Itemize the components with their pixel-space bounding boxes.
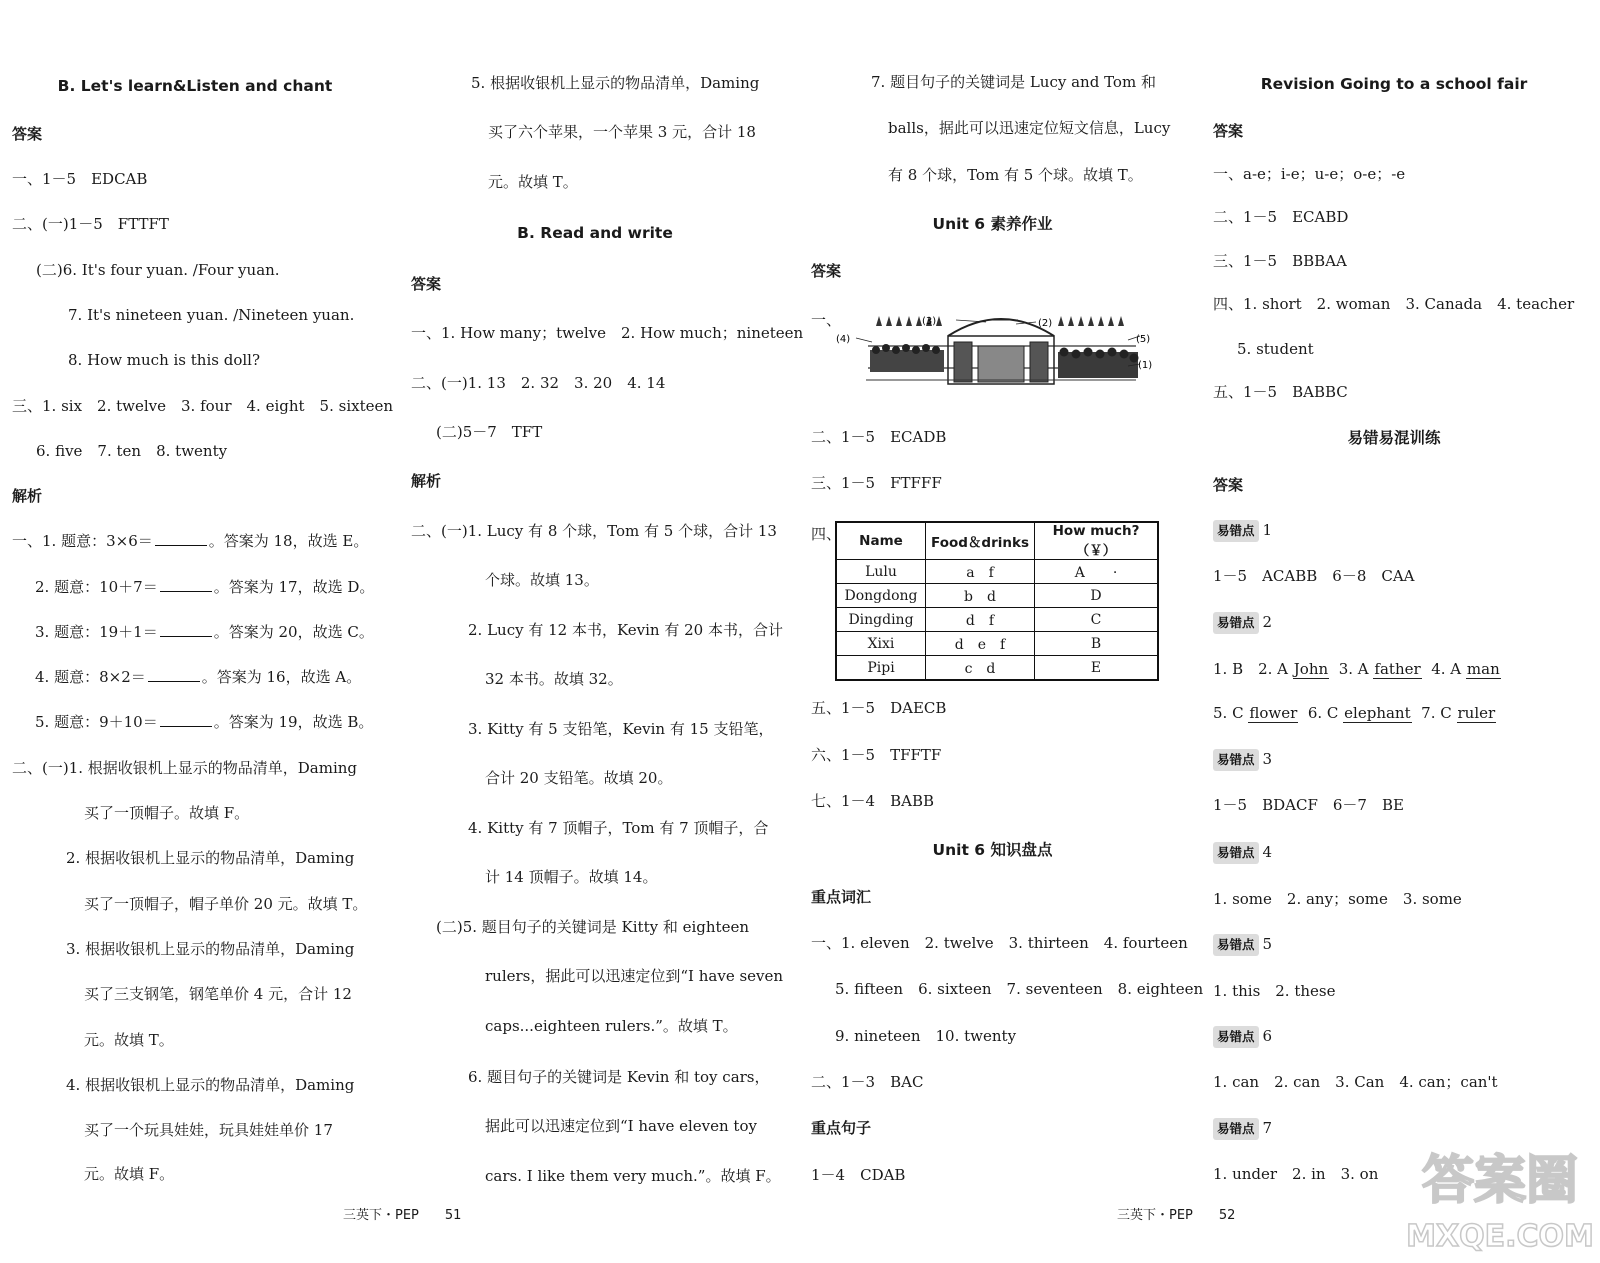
question-number: 一、 xyxy=(811,311,842,329)
section-title: Unit 6 知识盘点 xyxy=(932,841,1053,859)
explain-line: 合计 20 支铅笔。故填 20。 xyxy=(485,769,673,787)
answer-label: 答案 xyxy=(1213,476,1244,494)
explain-line: 买了一顶帽子，帽子单价 20 元。故填 T。 xyxy=(84,895,368,913)
answer-line: 1－5 BDACF 6－7 BE xyxy=(1213,796,1404,814)
error-point-header xyxy=(1213,520,1272,542)
fence-spikes-icon xyxy=(876,316,1124,326)
error-point-number: 6 xyxy=(1262,1027,1273,1045)
page-footer-52: 三英下・PEP 52 xyxy=(1117,1208,1236,1223)
table-header-cell: How much?（￥） xyxy=(1035,522,1159,560)
answer-line: 1. can 2. can 3. Can 4. can；can't xyxy=(1213,1073,1498,1091)
table-row xyxy=(836,584,1158,608)
error-point-number: 5 xyxy=(1262,935,1273,953)
answer-line: 5. fifteen 6. sixteen 7. seventeen 8. eighteen xyxy=(835,980,1204,998)
explain-line: 元。故填 T。 xyxy=(488,173,578,191)
subsection-label: 重点句子 xyxy=(811,1119,872,1137)
explain-line: balls，据此可以迅速定位短文信息，Lucy xyxy=(888,119,1171,137)
error-point-header xyxy=(1213,612,1272,634)
analysis-label: 解析 xyxy=(12,487,43,505)
explain-text: 一、1. 题意：3×6＝ xyxy=(12,532,153,550)
answer-label: 答案 xyxy=(1213,122,1244,140)
answer-line: 9. nineteen 10. twenty xyxy=(835,1027,1017,1045)
explain-line: 元。故填 T。 xyxy=(84,1031,174,1049)
error-point-number: 4 xyxy=(1262,843,1273,861)
page-footer-51: 三英下・PEP 51 xyxy=(343,1208,462,1223)
explain-line: caps...eighteen rulers.”。故填 T。 xyxy=(485,1017,738,1035)
answer-line: (二)6. It's four yuan. /Four yuan. xyxy=(36,261,280,279)
answer-line: 一、1. eleven 2. twelve 3. thirteen 4. fourteen xyxy=(811,934,1188,952)
explain-line: 买了六个苹果，一个苹果 3 元，合计 18 xyxy=(488,123,756,141)
error-point-badge: 易错点 xyxy=(1213,612,1259,634)
table-row xyxy=(836,632,1158,656)
explain-line: 2. Lucy 有 12 本书，Kevin 有 20 本书，合计 xyxy=(468,621,783,639)
explain-line xyxy=(35,577,374,597)
explain-text: 2. 题意：10＋7＝ xyxy=(35,578,158,596)
explain-line: 买了一顶帽子。故填 F。 xyxy=(84,804,250,822)
explain-line: rulers，据此可以迅速定位到“I have seven xyxy=(485,967,784,985)
table-header-cell: Food＆drinks xyxy=(926,522,1035,560)
underlined-word: elephant xyxy=(1344,704,1411,722)
error-point-header xyxy=(1213,1026,1272,1048)
food-drinks-table xyxy=(835,521,1159,681)
explain-line xyxy=(35,622,374,642)
error-point-header xyxy=(1213,749,1272,771)
answer-line: 8. How much is this doll? xyxy=(68,351,260,369)
error-point-header xyxy=(1213,842,1272,864)
explain-text: 。答案为 18，故选 E。 xyxy=(208,532,369,550)
error-point-header xyxy=(1213,934,1272,956)
answer-line: 二、1－5 ECADB xyxy=(811,428,947,446)
answer-line: 一、1－5 EDCAB xyxy=(12,170,148,188)
section-title: Unit 6 素养作业 xyxy=(932,215,1053,233)
question-number: 四、 xyxy=(811,525,842,543)
explain-text: 5. 题意：9＋10＝ xyxy=(35,713,158,731)
explain-line: 二、(一)1. Lucy 有 8 个球，Tom 有 5 个球，合计 13 xyxy=(411,522,777,540)
explain-line: 3. Kitty 有 5 支铅笔，Kevin 有 15 支铅笔， xyxy=(468,720,774,738)
explain-line: 买了三支钢笔，钢笔单价 4 元，合计 12 xyxy=(84,985,352,1003)
error-point-badge: 易错点 xyxy=(1213,934,1259,956)
explain-line: 元。故填 F。 xyxy=(84,1165,175,1183)
watermark-url: MXQE.COM xyxy=(1406,1219,1594,1254)
answer-text: 7. C xyxy=(1421,704,1452,722)
underlined-word: flower xyxy=(1249,704,1298,722)
column-4 xyxy=(1205,0,1600,1195)
answer-line: 一、a-e；i-e；u-e；o-e；-e xyxy=(1213,165,1406,183)
section-title: 易错易混训练 xyxy=(1347,429,1441,447)
explain-line xyxy=(35,712,373,732)
explain-line: 4. 根据收银机上显示的物品清单，Daming xyxy=(66,1076,355,1094)
answer-text: 5. C xyxy=(1213,704,1244,722)
explain-line xyxy=(12,531,368,551)
answer-line: 二、(一)1－5 FTTFT xyxy=(12,215,169,233)
section-title: B. Read and write xyxy=(517,224,673,242)
error-point-number: 7 xyxy=(1262,1119,1273,1137)
explain-line: 个球。故填 13。 xyxy=(485,571,599,589)
error-point-badge: 易错点 xyxy=(1213,520,1259,542)
answer-label: 答案 xyxy=(411,275,442,293)
error-point-header xyxy=(1213,1118,1272,1140)
answer-line: 1. this 2. these xyxy=(1213,982,1336,1000)
answer-label: 答案 xyxy=(12,125,43,143)
table-row xyxy=(836,560,1158,584)
answer-line: 二、1－5 ECABD xyxy=(1213,208,1349,226)
scene-label: (5) xyxy=(1136,334,1151,345)
answer-line: 7. It's nineteen yuan. /Nineteen yuan. xyxy=(68,306,355,324)
table-header-cell: Name xyxy=(836,522,926,560)
column-2 xyxy=(400,0,804,1195)
subsection-label: 重点词汇 xyxy=(811,888,872,906)
table-cell: Dongdong xyxy=(836,584,926,608)
table-cell: d f xyxy=(926,608,1035,632)
table-cell: E xyxy=(1035,656,1159,681)
section-title: B. Let's learn&Listen and chant xyxy=(57,77,333,95)
explain-line: 6. 题目句子的关键词是 Kevin 和 toy cars， xyxy=(468,1068,770,1086)
column-1 xyxy=(0,0,395,1195)
explain-text: 3. 题意：19＋1＝ xyxy=(35,623,158,641)
answer-line: 七、1－4 BABB xyxy=(811,792,934,810)
explain-text: 。答案为 16，故选 A。 xyxy=(201,668,362,686)
table-cell: B xyxy=(1035,632,1159,656)
table-header-row xyxy=(836,522,1158,560)
explain-text: 。答案为 20，故选 C。 xyxy=(213,623,374,641)
analysis-label: 解析 xyxy=(411,472,442,490)
explain-line: 有 8 个球，Tom 有 5 个球。故填 T。 xyxy=(888,166,1143,184)
explain-line: 7. 题目句子的关键词是 Lucy and Tom 和 xyxy=(871,73,1156,91)
explain-line: 买了一个玩具娃娃，玩具娃娃单价 17 xyxy=(84,1121,333,1139)
table-cell: c d xyxy=(926,656,1035,681)
error-point-badge: 易错点 xyxy=(1213,1026,1259,1048)
table-cell: Xixi xyxy=(836,632,926,656)
underlined-word: man xyxy=(1466,660,1500,678)
scene-label: (3) xyxy=(922,316,937,327)
table-cell: Lulu xyxy=(836,560,926,584)
underlined-word: ruler xyxy=(1457,704,1496,722)
answer-line: 五、1－5 BABBC xyxy=(1213,383,1348,401)
answer-text: 1. B 2. A xyxy=(1213,660,1289,678)
answer-line xyxy=(1213,703,1496,723)
answer-line: 一、1. How many；twelve 2. How much；nineteen xyxy=(411,324,804,342)
answer-line: (二)5－7 TFT xyxy=(436,423,543,441)
blank xyxy=(155,531,207,546)
answer-line: 三、1. six 2. twelve 3. four 4. eight 5. sixteen xyxy=(12,397,394,415)
blank xyxy=(160,712,212,727)
explain-line: 32 本书。故填 32。 xyxy=(485,670,623,688)
answer-line: 1－5 ACABB 6－8 CAA xyxy=(1213,567,1415,585)
answer-line: 二、(一)1. 13 2. 32 3. 20 4. 14 xyxy=(411,374,666,392)
answer-line: 6. five 7. ten 8. twenty xyxy=(36,442,228,460)
school-fair-illustration xyxy=(836,306,1160,390)
answer-text: 6. C xyxy=(1307,704,1339,722)
answer-line: 三、1－5 BBBAA xyxy=(1213,252,1347,270)
explain-line: 5. 根据收银机上显示的物品清单，Daming xyxy=(471,74,760,92)
scene-label: (2) xyxy=(1038,318,1053,329)
table-cell: D xyxy=(1035,584,1159,608)
underlined-word: John xyxy=(1293,660,1329,678)
error-point-badge: 易错点 xyxy=(1213,749,1259,771)
explain-line: cars. I like them very much.”。故填 F。 xyxy=(485,1167,781,1185)
explain-text: 4. 题意：8×2＝ xyxy=(35,668,146,686)
table-cell: d e f xyxy=(926,632,1035,656)
explain-line: 据此可以迅速定位到“I have eleven toy xyxy=(485,1117,757,1135)
error-point-number: 3 xyxy=(1262,750,1273,768)
table-cell: Dingding xyxy=(836,608,926,632)
answer-text: 4. A xyxy=(1431,660,1462,678)
explain-line: 2. 根据收银机上显示的物品清单，Daming xyxy=(66,849,355,867)
table-row xyxy=(836,656,1158,681)
answer-line: 1－4 CDAB xyxy=(811,1166,906,1184)
explain-line: 4. Kitty 有 7 顶帽子，Tom 有 7 顶帽子，合 xyxy=(468,819,769,837)
blank xyxy=(148,667,200,682)
section-title: Revision Going to a school fair xyxy=(1260,75,1528,93)
error-point-badge: 易错点 xyxy=(1213,842,1259,864)
table-cell: Pipi xyxy=(836,656,926,681)
answer-line: 五、1－5 DAECB xyxy=(811,699,947,717)
explain-text: 。答案为 19，故选 B。 xyxy=(213,713,374,731)
table-row xyxy=(836,608,1158,632)
answer-line: 5. student xyxy=(1237,340,1314,358)
error-point-badge: 易错点 xyxy=(1213,1118,1259,1140)
answer-line: 1. some 2. any；some 3. some xyxy=(1213,890,1462,908)
scene-label: (1) xyxy=(1138,360,1153,371)
answer-line: 二、1－3 BAC xyxy=(811,1073,924,1091)
answer-line: 四、1. short 2. woman 3. Canada 4. teacher xyxy=(1213,295,1575,313)
watermark-text: 答案圈 xyxy=(1421,1151,1579,1211)
explain-text: 。答案为 17，故选 D。 xyxy=(213,578,375,596)
answer-line: 1. under 2. in 3. on xyxy=(1213,1165,1379,1183)
explain-line xyxy=(35,667,361,687)
table-cell: a f xyxy=(926,560,1035,584)
watermark-logo xyxy=(1400,1138,1600,1263)
table-cell: b d xyxy=(926,584,1035,608)
answer-text: 3. A xyxy=(1338,660,1369,678)
explain-line: 3. 根据收银机上显示的物品清单，Daming xyxy=(66,940,355,958)
explain-line: 二、(一)1. 根据收银机上显示的物品清单，Daming xyxy=(12,759,358,777)
explain-line: 计 14 顶帽子。故填 14。 xyxy=(485,868,658,886)
answer-label: 答案 xyxy=(811,262,842,280)
error-point-number: 1 xyxy=(1262,521,1273,539)
answer-line xyxy=(1213,659,1501,679)
blank xyxy=(160,577,212,592)
table-cell: C xyxy=(1035,608,1159,632)
error-point-number: 2 xyxy=(1262,613,1273,631)
scene-label: (4) xyxy=(836,334,851,345)
explain-line: (二)5. 题目句子的关键词是 Kitty 和 eighteen xyxy=(436,918,750,936)
blank xyxy=(160,622,212,637)
underlined-word: father xyxy=(1374,660,1421,678)
answer-line: 三、1－5 FTFFF xyxy=(811,474,942,492)
answer-line: 六、1－5 TFFTF xyxy=(811,746,942,764)
table-cell: A · xyxy=(1035,560,1159,584)
